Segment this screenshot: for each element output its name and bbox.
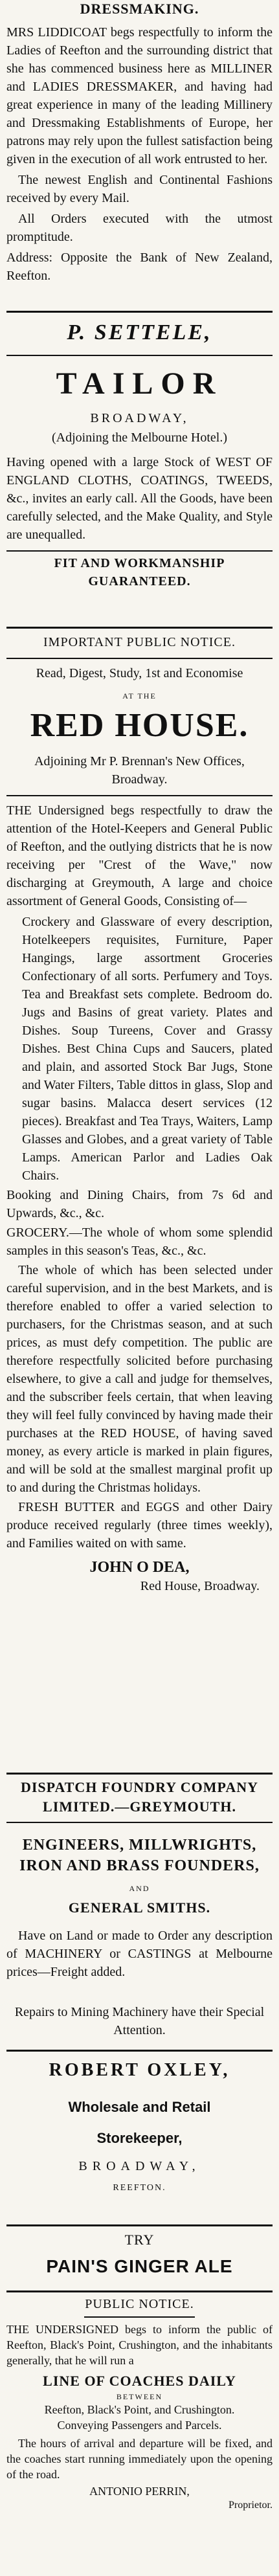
red-house-goods: Crockery and Glassware of every description, Hotelkeepers requisites, Furniture, Paper Hangings, large assortment Groceries Confectionary of all sorts. Perfumery and Toys. Tea and Breakfast sets complete. Bedroom do. Jugs and Basins of great variety. Plates and Dishes. Soup Tureens, Cover and Grassy Dishes. Best China Cups and Saucers, plated and plain, and assorted Stock Bar Jugs, Stone and Water Filters, Table dittos in glass, Slop and sugar basins. Malacca desert services (12 pieces). Breakfast and Tea Trays, Waiters, Lamp Glasses and Globes, and a great variety of Table Lamps. American Parlor and Ladies Oak Chairs. bbox=[22, 915, 273, 1183]
red-house-at-the: AT THE bbox=[122, 691, 157, 700]
red-house-notice: IMPORTANT PUBLIC NOTICE. bbox=[43, 635, 236, 649]
coaches-body: The hours of arrival and departure will be fixed, and the coaches start running immediately upon the opening of the road. bbox=[6, 2437, 273, 2481]
oxley-role: Storekeeper, bbox=[96, 2130, 183, 2146]
divider-rule bbox=[6, 1773, 273, 1775]
red-house-body: The whole of which has been selected under careful supervision, and in the best Markets, and is therefore enabled to offer a varied selection to purchasers, for the Christmas season, and at such prices, as must defy competition. The public are therefore respectfully solicited before purchasing elsewhere, to give a call and judge for themselves, and the subscriber feels certain, that when leaving they will feel fully convinced by having made their purchases at the RED HOUSE, of having saved money, as every article is marked in plain figures, and will be sold at the smallest marginal profit up to and during the Christmas holidays. bbox=[6, 1263, 273, 1495]
coaches-proprietor: ANTONIO PERRIN, bbox=[89, 2485, 190, 2498]
red-house-title: RED HOUSE. bbox=[30, 707, 249, 744]
red-house-proprietor-address: Red House, Broadway. bbox=[140, 1579, 260, 1593]
oxley-trade: Wholesale and Retail bbox=[68, 2099, 211, 2115]
oxley-name: ROBERT OXLEY, bbox=[49, 2060, 230, 2080]
coaches-between: BETWEEN bbox=[116, 2392, 163, 2401]
foundry-line1: ENGINEERS, MILLWRIGHTS, IRON AND BRASS FOUNDERS, bbox=[19, 1837, 260, 1874]
tailor-name: P. SETTELE, bbox=[67, 320, 212, 344]
red-house-read: Read, Digest, Study, 1st and Economise bbox=[36, 666, 243, 680]
red-house-intro: THE Undersigned begs respectfully to draw the attention of the Hotel-Keepers and General Public of Reefton, and the outlying districts that he is now receiving per "Crest of the Wave," now discharging at Greymouth, A large and choice assortment of General Goods, Consisting of— bbox=[6, 803, 273, 908]
red-house-ad bbox=[6, 633, 273, 1595]
dressmaking-address: Address: Opposite the Bank of New Zealand, Reefton. bbox=[6, 251, 273, 283]
coaches-intro: THE UNDERSIGNED begs to inform the public of Reefton, Black's Point, Crushington, and the inhabitants generally, that he will run a bbox=[6, 2323, 273, 2367]
oxley-ad bbox=[6, 2059, 273, 2195]
tailor-body: Having opened with a large Stock of WEST OF ENGLAND CLOTHS, COATINGS, TWEEDS, &c., invites an early call. All the Goods, have been carefully selected, and the Make Quality, and Style are unequalled. bbox=[6, 455, 273, 542]
tailor-footer: FIT AND WORKMANSHIP GUARANTEED. bbox=[54, 556, 225, 588]
dressmaking-orders: All Orders executed with the utmost promptitude. bbox=[6, 212, 273, 244]
dressmaking-fashion-note: The newest English and Continental Fashions received by every Mail. bbox=[6, 173, 273, 205]
tailor-street: BROADWAY, bbox=[90, 411, 189, 425]
coaches-rule bbox=[84, 2316, 195, 2318]
foundry-repairs: Repairs to Mining Machinery have their Special Attention. bbox=[14, 2005, 265, 2037]
divider-rule bbox=[6, 627, 273, 629]
red-house-rule-2 bbox=[6, 795, 273, 796]
dressmaking-ad bbox=[6, 0, 273, 285]
coaches-title: LINE OF COACHES DAILY bbox=[43, 2373, 236, 2389]
foundry-ad bbox=[6, 1778, 273, 2039]
foundry-body: Have on Land or made to Order any description of MACHINERY or CASTINGS at Melbourne prices—Freight added. bbox=[6, 1929, 273, 1979]
dressmaking-title: DRESSMAKING. bbox=[80, 1, 199, 17]
foundry-and: AND bbox=[129, 1884, 150, 1893]
divider-rule bbox=[6, 2050, 273, 2052]
red-house-booking: Booking and Dining Chairs, from 7s 6d and Upwards, &c., &c. bbox=[6, 1188, 273, 1220]
ginger-ale-try: TRY bbox=[124, 2232, 155, 2248]
divider-rule bbox=[6, 2224, 273, 2226]
ginger-ale-ad bbox=[6, 2231, 273, 2279]
dressmaking-body: MRS LIDDICOAT begs respectfully to inform the Ladies of Reefton and the surrounding district that she has commenced business here as MILLINER and LADIES DRESSMAKER, and having had great experience in many of the leading Millinery and Dressmaking Establishments of Europe, her patrons may rely upon the fullest satisfaction being given in the execution of all work entrusted to her. bbox=[6, 25, 273, 166]
coaches-notice: PUBLIC NOTICE. bbox=[85, 2297, 194, 2311]
tailor-name-rule bbox=[6, 355, 273, 356]
red-house-proprietor: JOHN O DEA, bbox=[89, 1559, 190, 1576]
divider-rule bbox=[6, 2290, 273, 2292]
foundry-rule bbox=[6, 1822, 273, 1823]
coaches-ad bbox=[6, 2296, 273, 2512]
red-house-adjoining: Adjoining Mr P. Brennan's New Offices, Broadway. bbox=[34, 754, 245, 787]
ginger-ale-title: PAIN'S GINGER ALE bbox=[46, 2256, 233, 2276]
tailor-ad bbox=[6, 319, 273, 590]
tailor-footer-rule bbox=[6, 550, 273, 552]
divider-rule bbox=[6, 311, 273, 313]
foundry-title: DISPATCH FOUNDRY COMPANY LIMITED.—GREYMOUTH. bbox=[20, 1779, 259, 1815]
red-house-butter: FRESH BUTTER and EGGS and other Dairy produce received regularly (three times weekly), and Families waited on with same. bbox=[6, 1500, 273, 1551]
coaches-proprietor-title: Proprietor. bbox=[229, 2500, 273, 2511]
oxley-street: BROADWAY, bbox=[78, 2159, 201, 2173]
tailor-location: (Adjoining the Melbourne Hotel.) bbox=[51, 431, 228, 445]
red-house-grocery: GROCERY.—The whole of whom some splendid samples in this season's Teas, &c., &c. bbox=[6, 1226, 273, 1258]
oxley-town: REEFTON. bbox=[113, 2183, 166, 2193]
tailor-trade: TAILOR bbox=[56, 366, 223, 401]
coaches-route: Reefton, Black's Point, and Crushington. bbox=[44, 2403, 235, 2416]
coaches-convey: Conveying Passengers and Parcels. bbox=[57, 2419, 222, 2432]
foundry-line2: GENERAL SMITHS. bbox=[68, 1899, 211, 1916]
red-house-rule bbox=[6, 658, 273, 659]
